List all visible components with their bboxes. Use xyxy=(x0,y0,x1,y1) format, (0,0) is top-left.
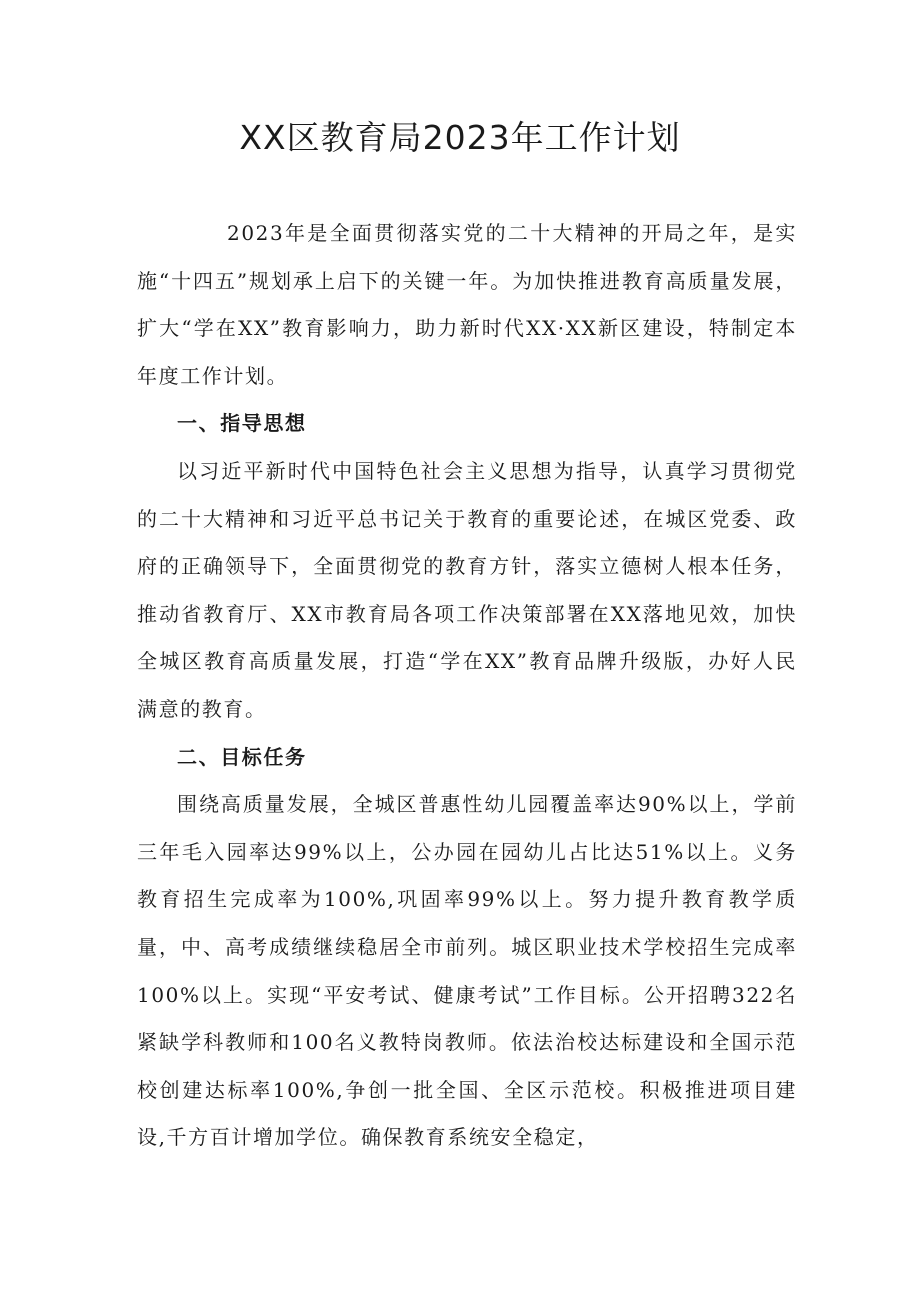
guiding-ideology-paragraph: 以习近平新时代中国特色社会主义思想为指导，认真学习贯彻党的二十大精神和习近平总书记关于教育的重要论述，在城区党委、政府的正确领导下，全面贯彻党的教育方针，落实立德树人根本任务，推动省教育厅、XX市教育局各项工作决策部署在XX落地见效，加快全城区教育高质量发展，打造“学在XX”教育品牌升级版，办好人民满意的教育。 xyxy=(137,458,797,721)
section-heading-goals-tasks: 二、目标任务 xyxy=(177,744,307,769)
section-heading-guiding-ideology: 一、指导思想 xyxy=(177,411,307,436)
intro-paragraph: 2023年是全面贯彻落实党的二十大精神的开局之年，是实施“十四五”规划承上启下的关键一年。为加快推进教育高质量发展，扩大“学在XX”教育影响力，助力新时代XX·XX新区建设，特制定本年度工作计划。 xyxy=(137,221,797,388)
goals-tasks-paragraph: 围绕高质量发展，全城区普惠性幼儿园覆盖率达90%以上，学前三年毛入园率达99%以上，公办园在园幼儿占比达51%以上。义务教育招生完成率为100%,巩固率99%以上。努力提升教育教学质量，中、高考成绩继续稳居全市前列。城区职业技术学校招生完成率100%以上。实现“平安考试、健康考试”工作目标。公开招聘322名紧缺学科教师和100名义教特岗教师。依法治校达标建设和全国示范校创建达标率100%,争创一批全国、全区示范校。积极推进项目建设,千方百计增加学位。确保教育系统安全稳定， xyxy=(137,792,797,1150)
document-body xyxy=(137,210,797,1162)
document-title: XX区教育局2023年工作计划 xyxy=(239,118,681,157)
